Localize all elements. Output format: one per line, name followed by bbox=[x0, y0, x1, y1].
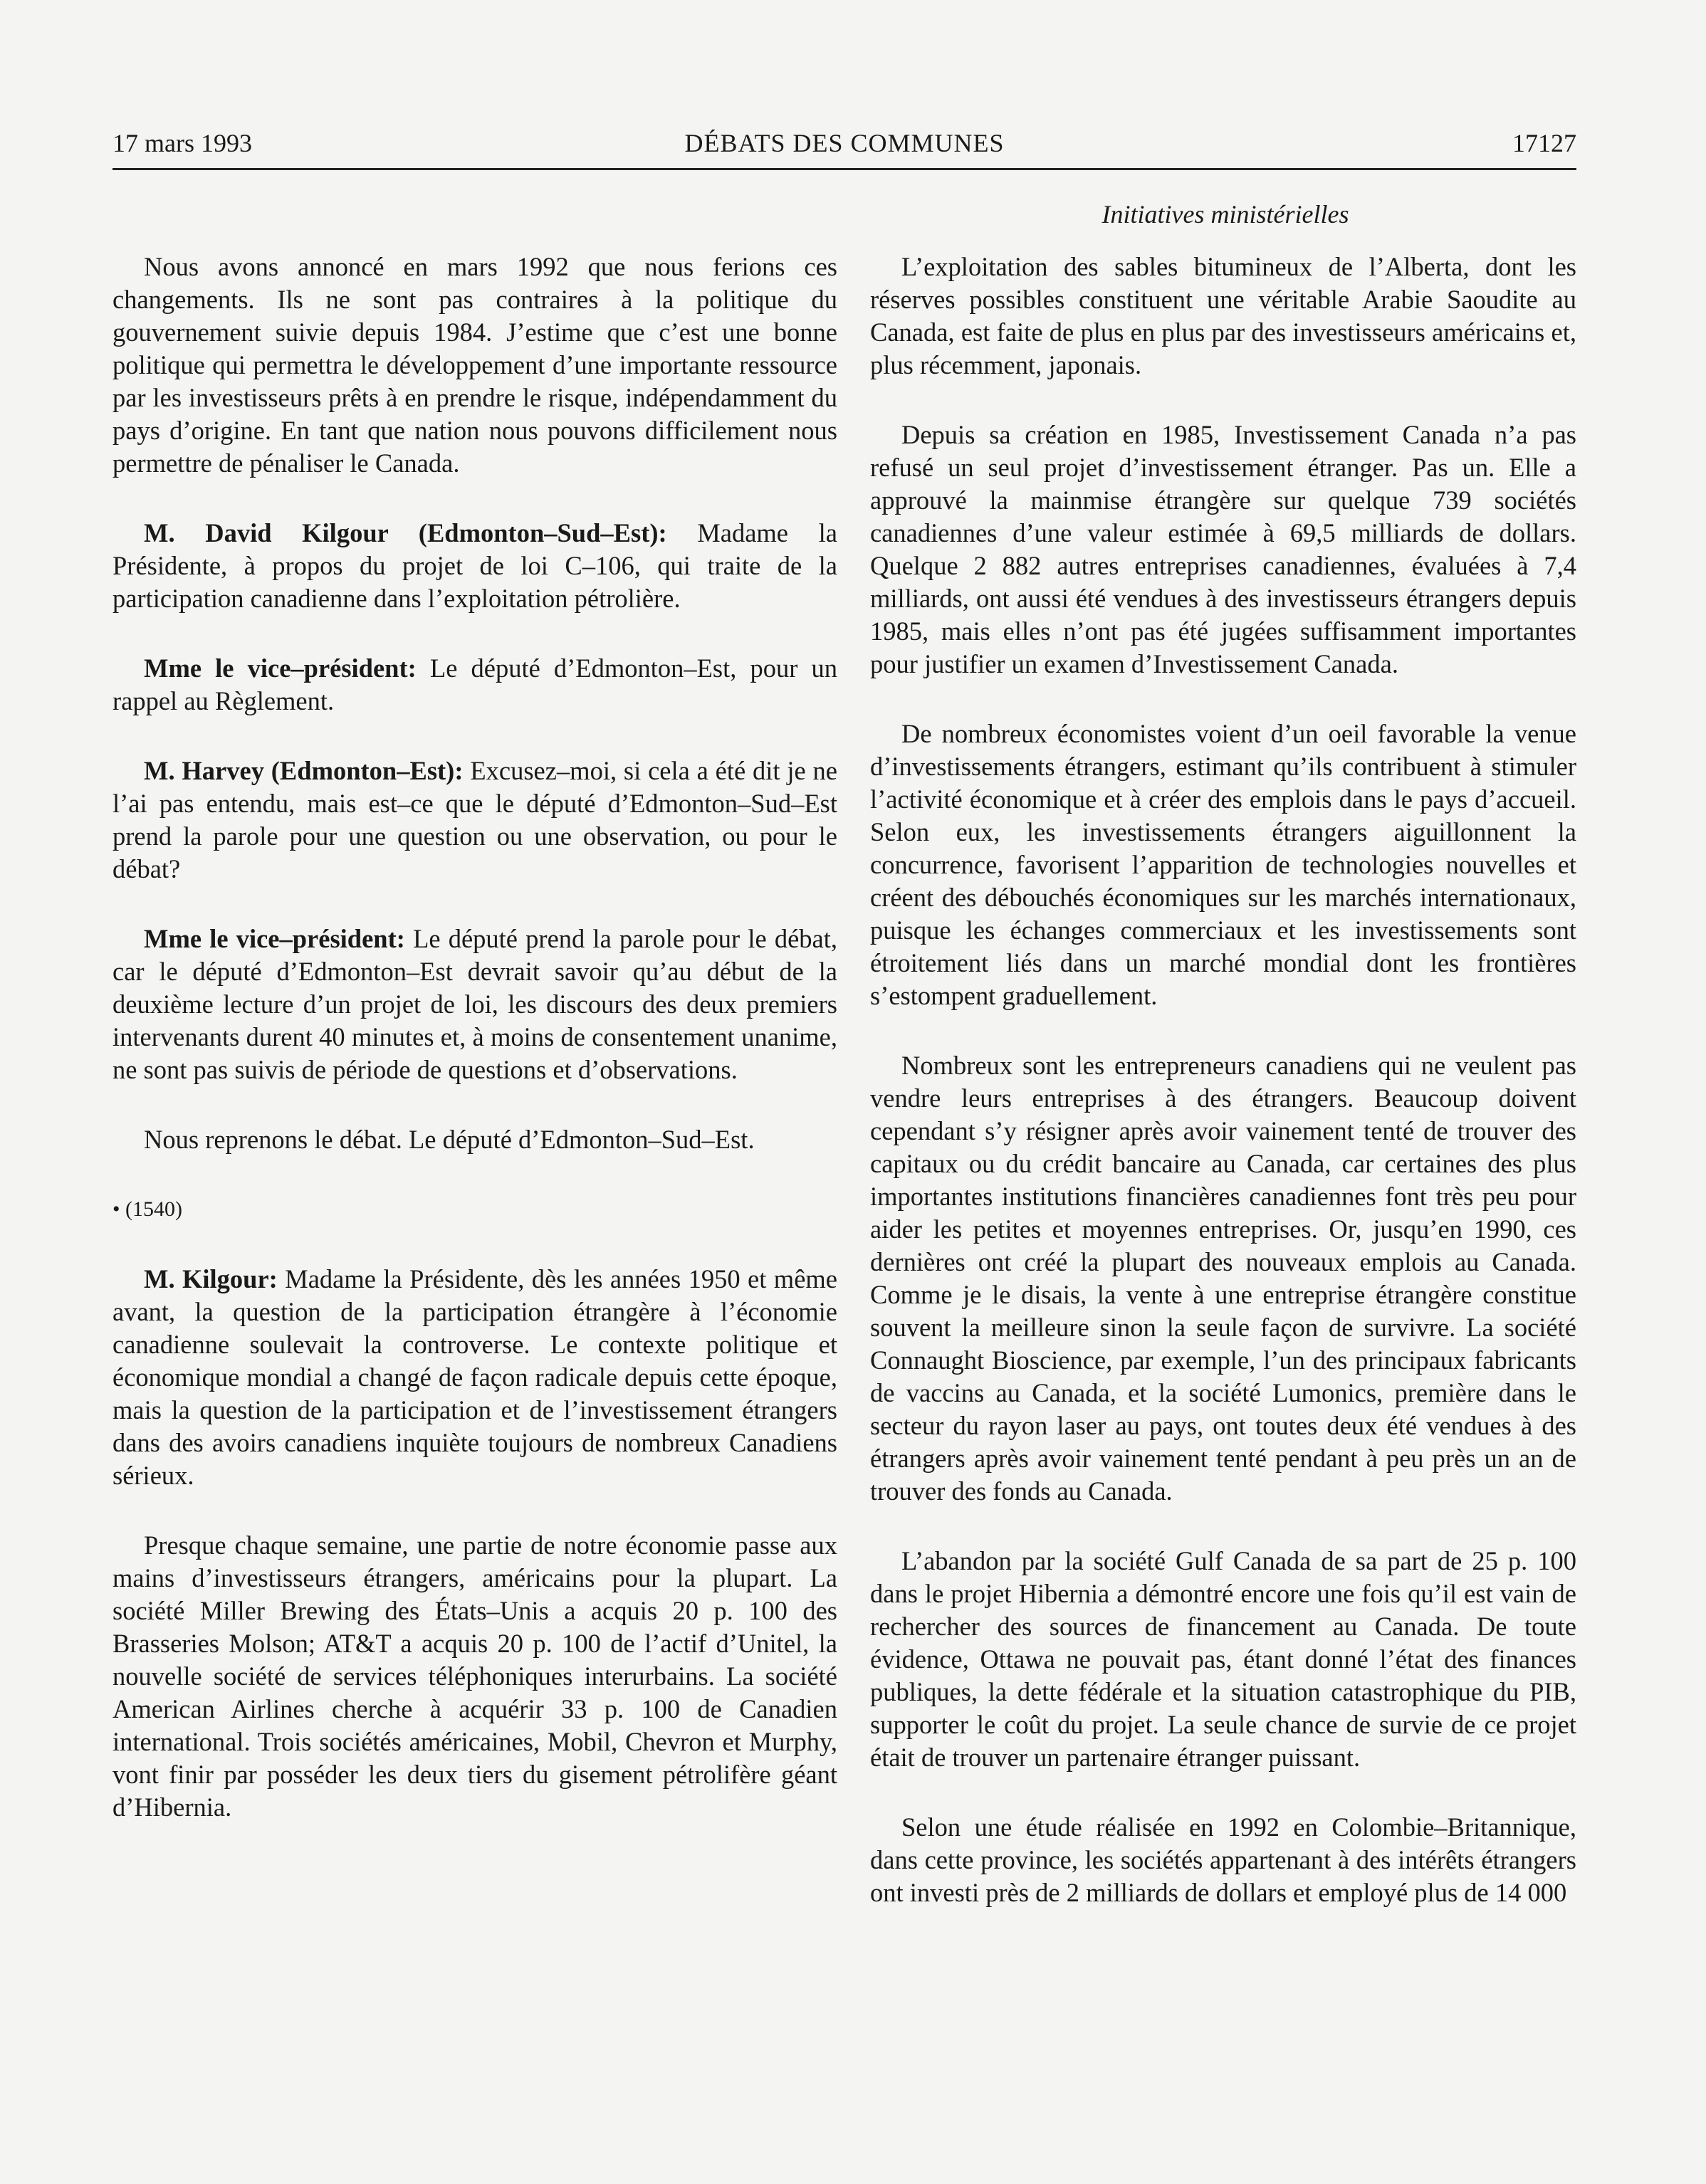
speech-text: Le député d’Edmonton–Est, pour un rappel au Règlement. bbox=[112, 653, 837, 715]
paragraph bbox=[112, 923, 837, 1086]
speaker-name: M. David Kilgour (Edmonton–Sud–Est): bbox=[144, 518, 667, 547]
header-date: 17 mars 1993 bbox=[112, 129, 252, 157]
speech-text: Madame la Présidente, dès les années 1950 et même avant, la question de la participation étrangère à l’économie canadienne soulevait la controverse. Le contexte politique et économique mondial a changé de façon radicale depuis cette époque, mais la question de la participation et de l’investissement étrangers dans des avoirs canadiens inquiète toujours de nombreux Canadiens sérieux. bbox=[112, 1264, 837, 1490]
paragraph: Nous reprenons le débat. Le député d’Edmonton–Sud–Est. bbox=[144, 1125, 755, 1154]
paragraph: De nombreux économistes voient d’un oeil favorable la venue d’investissements étrangers, estimant qu’ils contribuent à stimuler l’activité économique et à créer des emplois dans le pays d’accueil. Selon eux, les investissements étrangers aiguillonnent la concurrence, favorisent l’apparition de technologies nouvelles et créent des débouchés économiques sur les marchés internationaux, puisque les échanges commerciaux et les investissements sont étroitement liés dans un marché mondial dont les frontières s’estompent graduellement. bbox=[870, 719, 1576, 1010]
paragraph: L’abandon par la société Gulf Canada de sa part de 25 p. 100 dans le projet Hibernia a démontré encore une fois qu’il est vain de rechercher des sources de financement au Canada. De toute évidence, Ottawa ne pouvait pas, étant donné l’état des finances publiques, la dette fédérale et la situation catastrophique du PIB, supporter le coût du projet. La seule chance de survie de ce projet était de trouver un partenaire étranger puissant. bbox=[870, 1546, 1576, 1772]
paragraph: Depuis sa création en 1985, Investissement Canada n’a pas refusé un seul projet d’investissement étranger. Pas un. Elle a approuvé la mainmise étrangère sur quelque 739 sociétés canadiennes d’une valeur estimée à 69,5 milliards de dollars. Quelque 2 882 autres entreprises canadiennes, évaluées à 7,4 milliards, ont aussi été vendues à des investisseurs étrangers depuis 1985, mais elles n’ont pas été jugées suffisamment importantes pour justifier un examen d’Investissement Canada. bbox=[870, 420, 1576, 678]
speaker-name: M. Kilgour: bbox=[144, 1264, 278, 1293]
paragraph: Selon une étude réalisée en 1992 en Colombie–Britannique, dans cette province, les sociétés appartenant à des intérêts étrangers ont investi près de 2 milliards de dollars et employé plus de 14 000 bbox=[870, 1812, 1576, 1907]
paragraph bbox=[112, 652, 837, 718]
paragraph: L’exploitation des sables bitumineux de l’Alberta, dont les réserves possibles constituent une véritable Arabie Saoudite au Canada, est faite de plus en plus par des investisseurs américains et, plus récemment, japonais. bbox=[870, 252, 1576, 379]
speaker-name: Mme le vice–président: bbox=[144, 924, 405, 953]
paragraph bbox=[112, 517, 837, 615]
speech-text: Excusez–moi, si cela a été dit je ne l’ai pas entendu, mais est–ce que le député d’Edmonton–Sud–Est prend la parole pour une question ou une observation, ou pour le débat? bbox=[112, 756, 837, 883]
left-column bbox=[112, 251, 837, 1861]
paragraph bbox=[112, 755, 837, 886]
paragraph: Presque chaque semaine, une partie de notre économie passe aux mains d’investisseurs étrangers, américains pour la plupart. La société Miller Brewing des États–Unis a acquis 20 p. 100 des Brasseries Molson; AT&T a acquis 20 p. 100 de l’actif d’Unitel, la nouvelle société de services téléphoniques interurbains. La société American Airlines cherche à acquérir 33 p. 100 de Canadien international. Trois sociétés américaines, Mobil, Chevron et Murphy, vont finir par posséder les deux tiers du gisement pétrolifère géant d’Hibernia. bbox=[112, 1531, 837, 1822]
speech-text: Le député prend la parole pour le débat, car le député d’Edmonton–Est devrait savoir qu’au début de la deuxième lecture d’un projet de loi, les discours des deux premiers intervenants durent 40 minutes et, à moins de consentement unanime, ne sont pas suivis de période de questions et d’observations. bbox=[112, 924, 837, 1084]
paragraph bbox=[112, 1263, 837, 1492]
speech-text: Madame la Présidente, à propos du projet de loi C–106, qui traite de la participation canadienne dans l’exploitation pétrolière. bbox=[112, 518, 837, 613]
page-header bbox=[112, 122, 1576, 170]
right-column bbox=[870, 251, 1576, 1946]
speaker-name: Mme le vice–président: bbox=[144, 653, 417, 683]
paragraph: Nombreux sont les entrepreneurs canadiens qui ne veulent pas vendre leurs entreprises à des étrangers. Beaucoup doivent cependant s’y résigner après avoir vainement tenté de trouver des capitaux ou du crédit bancaire au Canada, car certaines des plus importantes institutions financières canadiennes font très peu pour aider les petites et moyennes entreprises. Or, jusqu’en 1990, ces dernières ont créé la plupart des nouveaux emplois au Canada. Comme je le disais, la vente à une entreprise étrangère constitue souvent la meilleure sinon la seule façon de survivre. La société Connaught Bioscience, par exemple, l’un des principaux fabricants de vaccins au Canada, et la société Lumonics, première dans le secteur du rayon laser au pays, ont toutes deux été vendues à des étrangers après avoir vainement tenté pendant à peu près un an de trouver des fonds au Canada. bbox=[870, 1051, 1576, 1506]
paragraph: Nous avons annoncé en mars 1992 que nous ferions ces changements. Ils ne sont pas contraires à la politique du gouvernement suivie depuis 1984. J’estime que c’est une bonne politique qui permettra le développement d’une importante ressource par les investisseurs prêts à en prendre le risque, indépendamment du pays d’origine. En tant que nation nous pouvons difficilement nous permettre de pénaliser le Canada. bbox=[112, 252, 837, 478]
time-marker: • (1540) bbox=[112, 1197, 182, 1221]
speaker-name: M. Harvey (Edmonton–Est): bbox=[144, 756, 464, 785]
page-number: 17127 bbox=[1512, 129, 1576, 157]
header-title: DÉBATS DES COMMUNES bbox=[684, 129, 1005, 157]
section-title: Initiatives ministérielles bbox=[1101, 200, 1349, 229]
